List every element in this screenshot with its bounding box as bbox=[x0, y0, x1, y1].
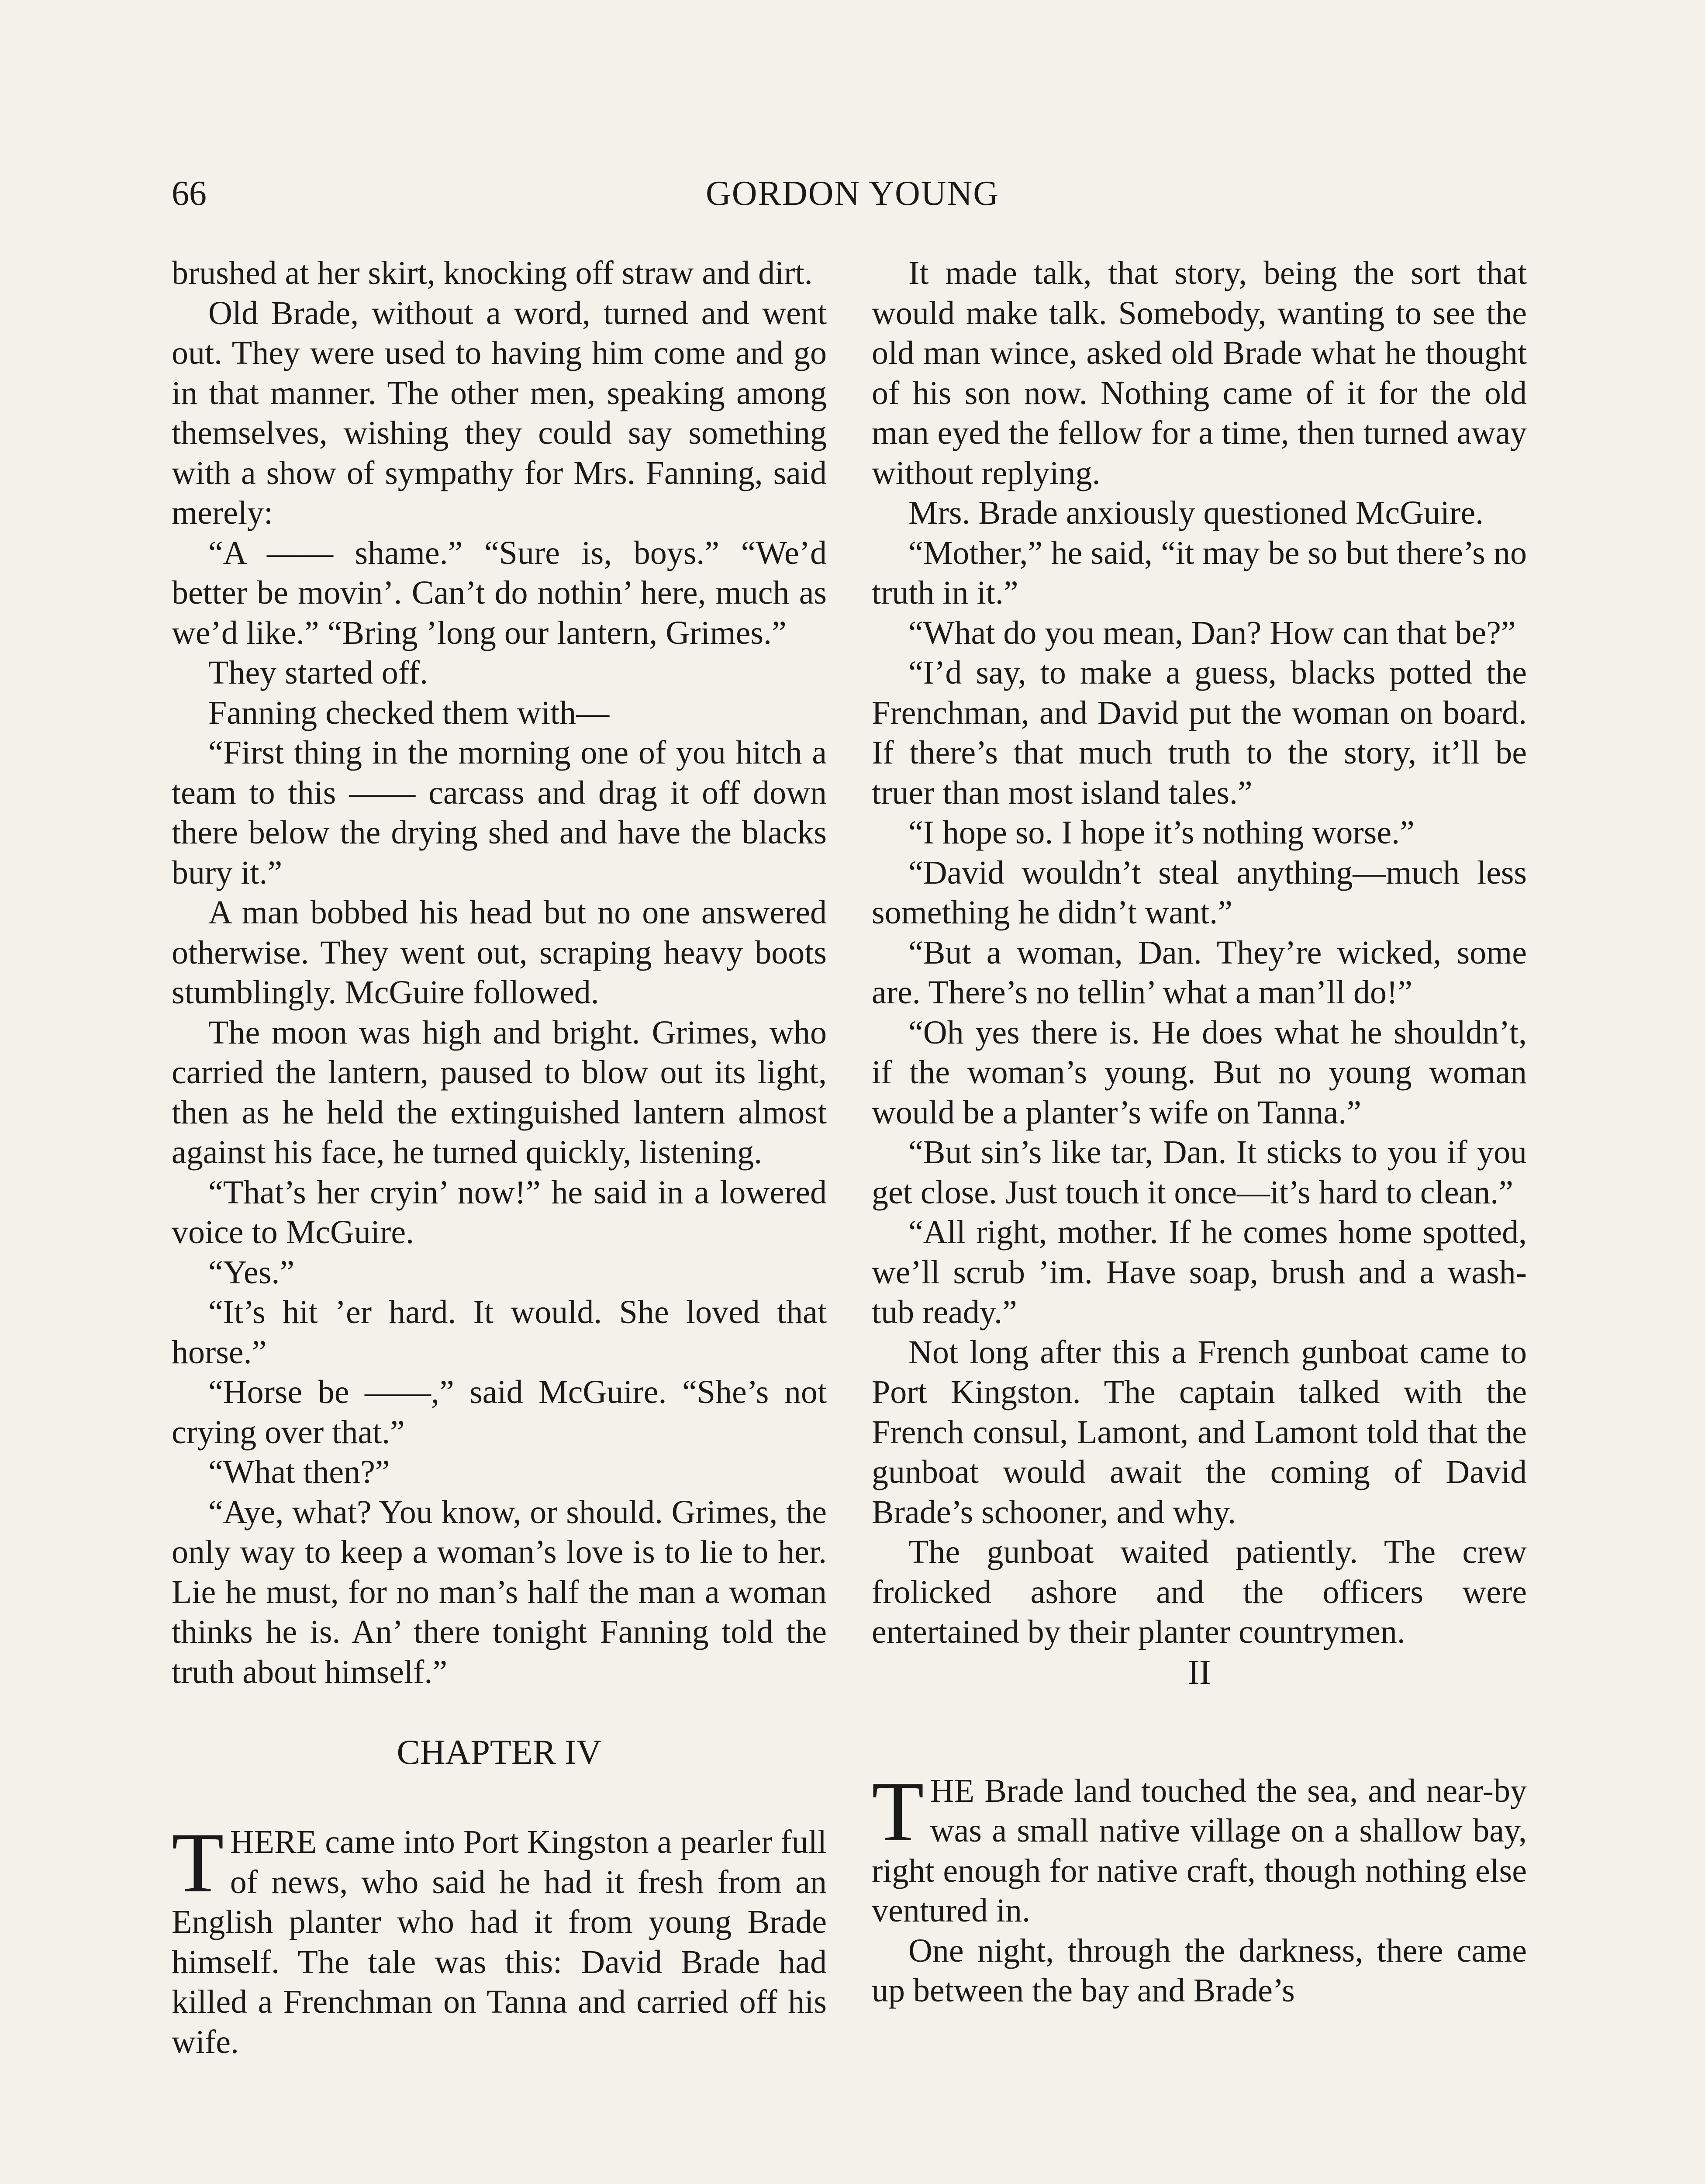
paragraph: It made talk, that story, being the sort that would make talk. Somebody, wanting to see the old man wince, asked old Brade what he thought of his son now. Nothing came of it for the old man eyed the fellow for a time, then turned away without replying. bbox=[872, 255, 1527, 491]
paragraph: “Horse be ——,” said McGuire. “She’s not crying over that.” bbox=[172, 1374, 827, 1451]
paragraph: “It’s hit ’er hard. It would. She loved that horse.” bbox=[172, 1294, 827, 1371]
paragraph: “I hope so. I hope it’s nothing worse.” bbox=[908, 814, 1415, 851]
section-heading: II bbox=[1187, 1653, 1211, 1692]
paragraph: “A —— shame.” “Sure is, boys.” “We’d better be movin’. Can’t do nothin’ here, much as we’d like.” “Bring ’long our lantern, Grimes.” bbox=[172, 534, 827, 651]
paragraph: The moon was high and bright. Grimes, who carried the lantern, paused to blow out its light, then as he held the extinguished lantern almost against his face, he turned quickly, listening. bbox=[172, 1014, 827, 1171]
running-header bbox=[172, 169, 1533, 218]
paragraph: “David wouldn’t steal anything—much less something he didn’t want.” bbox=[872, 854, 1527, 931]
chapter-opening-text: HERE came into Port Kingston a pearler full of news, who said he had it fresh from an English planter who had it from young Brade himself. The tale was this: David Brade had killed a Frenchman on Tanna and carried off his wife. bbox=[172, 1824, 827, 2060]
section-opening-paragraph bbox=[872, 1764, 1527, 1931]
paragraph: “Oh yes there is. He does what he shouldn’t, if the woman’s young. But no young woman would be a planter’s wife on Tanna.” bbox=[872, 1014, 1527, 1131]
paragraph: “What do you mean, Dan? How can that be?” bbox=[908, 614, 1516, 651]
paragraph: “All right, mother. If he comes home spotted, we’ll scrub ’im. Have soap, brush and a wash-tub ready.” bbox=[872, 1214, 1527, 1330]
paragraph: “Yes.” bbox=[208, 1254, 295, 1291]
drop-cap: T bbox=[172, 1815, 224, 1910]
page-number: 66 bbox=[172, 174, 207, 213]
paragraph: They started off. bbox=[208, 654, 428, 691]
right-column bbox=[872, 253, 1527, 2011]
paragraph: brushed at her skirt, knocking off straw and dirt. bbox=[172, 255, 813, 291]
section-opening-text: HE Brade land touched the sea, and near-by was a small native village on a shallow bay, right enough for native craft, though nothing else ventured in. bbox=[872, 1772, 1527, 1929]
paragraph: “First thing in the morning one of you hitch a team to this —— carcass and drag it off down there below the drying shed and have the blacks bury it.” bbox=[172, 734, 827, 891]
paragraph: Fanning checked them with— bbox=[208, 694, 610, 731]
left-column bbox=[172, 253, 827, 2062]
paragraph: “That’s her cryin’ now!” he said in a lowered voice to McGuire. bbox=[172, 1174, 827, 1251]
running-title: GORDON YOUNG bbox=[705, 174, 1000, 213]
paragraph: A man bobbed his head but no one answered otherwise. They went out, scraping heavy boots stumblingly. McGuire followed. bbox=[172, 894, 827, 1011]
paragraph: “But a woman, Dan. They’re wicked, some are. There’s no tellin’ what a man’ll do!” bbox=[872, 934, 1527, 1011]
chapter-opening-paragraph bbox=[172, 1815, 827, 2062]
paragraph: Old Brade, without a word, turned and went out. They were used to having him come and go in that manner. The other men, speaking among themselves, wishing they could say something with a show of sympathy for Mrs. Fanning, said merely: bbox=[172, 294, 827, 531]
drop-cap: T bbox=[872, 1764, 924, 1859]
paragraph: “I’d say, to make a guess, blacks potted the Frenchman, and David put the woman on board. If there’s that much truth to the story, it’ll be truer than most island tales.” bbox=[872, 654, 1527, 811]
paragraph: Not long after this a French gunboat came to Port Kingston. The captain talked with the French consul, Lamont, and Lamont told that the gunboat would await the coming of David Brade’s schooner, and why. bbox=[872, 1334, 1527, 1531]
paragraph: “What then?” bbox=[208, 1454, 390, 1490]
chapter-heading: CHAPTER IV bbox=[397, 1733, 602, 1772]
paragraph: “Mother,” he said, “it may be so but there’s no truth in it.” bbox=[872, 534, 1527, 611]
paragraph: The gunboat waited patiently. The crew frolicked ashore and the officers were entertained by their planter countrymen. bbox=[872, 1534, 1527, 1650]
paragraph: “Aye, what? You know, or should. Grimes, the only way to keep a woman’s love is to lie to her. Lie he must, for no man’s half the man a woman thinks he is. An’ there tonight Fanning told the truth about himself.” bbox=[172, 1493, 827, 1690]
paragraph: Mrs. Brade anxiously questioned McGuire. bbox=[908, 494, 1484, 531]
paragraph: “But sin’s like tar, Dan. It sticks to you if you get close. Just touch it once—it’s hard to clean.” bbox=[872, 1134, 1527, 1211]
paragraph: One night, through the darkness, there came up between the bay and Brade’s bbox=[872, 1932, 1527, 2009]
